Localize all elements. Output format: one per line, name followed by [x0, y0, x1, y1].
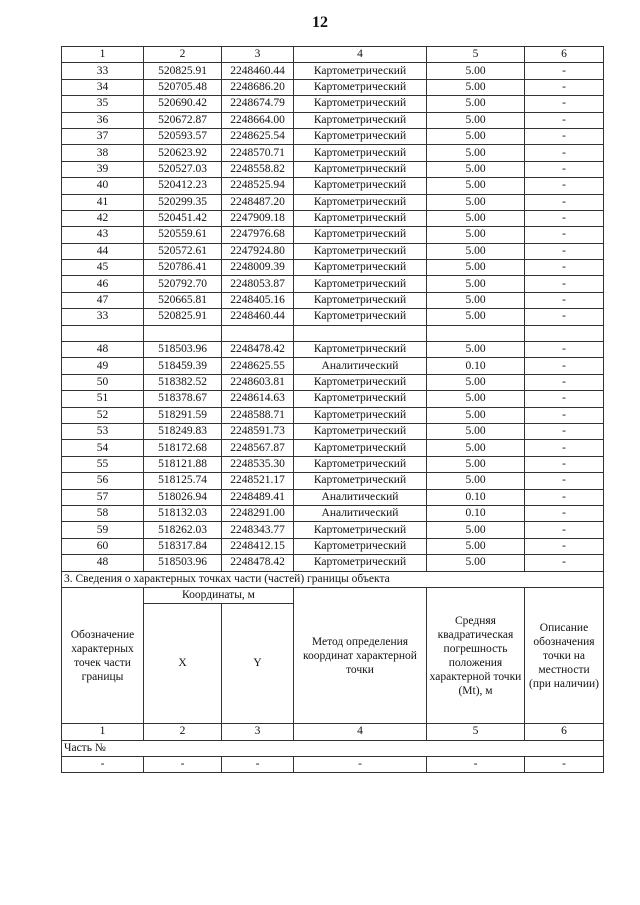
table-cell: -	[525, 342, 604, 358]
table-cell: 45	[62, 260, 144, 276]
table-cell: 2248343.77	[222, 522, 294, 538]
column-number: 5	[427, 724, 525, 740]
column-number: 4	[294, 724, 427, 740]
table-cell: -	[525, 128, 604, 144]
table-cell: 50	[62, 374, 144, 390]
table-cell: Аналитический	[294, 358, 427, 374]
table-cell: 39	[62, 161, 144, 177]
table-cell: 5.00	[427, 374, 525, 390]
table-cell: -	[144, 757, 222, 773]
table-cell: 36	[62, 112, 144, 128]
table-cell: 44	[62, 243, 144, 259]
table-row	[62, 538, 604, 554]
table-cell: -	[525, 423, 604, 439]
section-title: 3. Сведения о характерных точках части (частей) границы объекта	[62, 571, 604, 587]
table-row	[62, 112, 604, 128]
table-cell: 518378.67	[144, 391, 222, 407]
table-row	[62, 358, 604, 374]
table-row	[62, 456, 604, 472]
table-cell: 520412.23	[144, 178, 222, 194]
table-cell: Картометрический	[294, 96, 427, 112]
table-row	[62, 96, 604, 112]
table-cell: Картометрический	[294, 456, 427, 472]
table-cell: 35	[62, 96, 144, 112]
table-cell: 5.00	[427, 145, 525, 161]
table-cell: 5.00	[427, 128, 525, 144]
table-row	[62, 473, 604, 489]
table-cell: 518172.68	[144, 440, 222, 456]
table-cell: -	[525, 112, 604, 128]
table-row	[62, 194, 604, 210]
header-x: X	[144, 604, 222, 724]
table-cell: 520690.42	[144, 96, 222, 112]
table-cell: 47	[62, 292, 144, 308]
table-cell: 49	[62, 358, 144, 374]
table-cell: 520623.92	[144, 145, 222, 161]
table-cell: 5.00	[427, 79, 525, 95]
table-cell: 40	[62, 178, 144, 194]
table-cell: -	[525, 63, 604, 79]
table-cell: 2248489.41	[222, 489, 294, 505]
table-cell: Аналитический	[294, 489, 427, 505]
column-number: 4	[294, 47, 427, 63]
table-cell: Картометрический	[294, 309, 427, 325]
table-cell: 5.00	[427, 63, 525, 79]
table-cell: 58	[62, 505, 144, 521]
table-cell: 42	[62, 210, 144, 226]
table-cell: 38	[62, 145, 144, 161]
table-cell: -	[525, 440, 604, 456]
table-cell: 0.10	[427, 489, 525, 505]
table-cell: Картометрический	[294, 555, 427, 571]
table-cell: -	[525, 243, 604, 259]
table-cell: -	[427, 757, 525, 773]
table-cell: Картометрический	[294, 538, 427, 554]
column-number: 6	[525, 724, 604, 740]
table-row	[62, 505, 604, 521]
table-cell: 2248460.44	[222, 63, 294, 79]
table-cell: 5.00	[427, 178, 525, 194]
table-cell: 33	[62, 309, 144, 325]
table-row	[62, 555, 604, 571]
table-cell: 518459.39	[144, 358, 222, 374]
table-cell: 2247909.18	[222, 210, 294, 226]
table-cell: 51	[62, 391, 144, 407]
table-cell: Аналитический	[294, 505, 427, 521]
table-cell: 2248009.39	[222, 260, 294, 276]
table-row	[62, 423, 604, 439]
table-row	[62, 489, 604, 505]
table-cell: Картометрический	[294, 128, 427, 144]
table-cell: Картометрический	[294, 79, 427, 95]
table-cell: 5.00	[427, 194, 525, 210]
column-number: 3	[222, 47, 294, 63]
table-cell: -	[525, 260, 604, 276]
table-row	[62, 391, 604, 407]
table-cell: -	[294, 757, 427, 773]
table-cell: 518291.59	[144, 407, 222, 423]
table-cell: 2248591.73	[222, 423, 294, 439]
empty-cell	[222, 325, 294, 341]
table-cell: 2248588.71	[222, 407, 294, 423]
table-cell: 46	[62, 276, 144, 292]
table-cell: 2248478.42	[222, 342, 294, 358]
column-number: 2	[144, 47, 222, 63]
table-cell: 2248625.54	[222, 128, 294, 144]
table-cell: 2247924.80	[222, 243, 294, 259]
table-cell: -	[222, 757, 294, 773]
header-method: Метод определения координат характерной точки	[294, 587, 427, 723]
table-row	[62, 128, 604, 144]
table-row	[62, 79, 604, 95]
table-cell: -	[525, 374, 604, 390]
table-cell: 48	[62, 342, 144, 358]
table-cell: -	[525, 161, 604, 177]
table-cell: Картометрический	[294, 407, 427, 423]
table-cell: 52	[62, 407, 144, 423]
table-cell: 2248291.00	[222, 505, 294, 521]
table-row	[62, 440, 604, 456]
table-cell: -	[525, 757, 604, 773]
table-cell: -	[525, 473, 604, 489]
table-row	[62, 407, 604, 423]
table-cell: Картометрический	[294, 391, 427, 407]
table-cell: Картометрический	[294, 374, 427, 390]
table-cell: 520593.57	[144, 128, 222, 144]
table-cell: 520299.35	[144, 194, 222, 210]
table-cell: -	[525, 309, 604, 325]
table-cell: 5.00	[427, 538, 525, 554]
table-cell: 37	[62, 128, 144, 144]
header-y: Y	[222, 604, 294, 724]
table-cell: 518262.03	[144, 522, 222, 538]
table-row	[62, 276, 604, 292]
table-cell: 2248478.42	[222, 555, 294, 571]
table-cell: 518317.84	[144, 538, 222, 554]
table-row	[62, 342, 604, 358]
table-row	[62, 309, 604, 325]
table-cell: Картометрический	[294, 473, 427, 489]
table-cell: 520792.70	[144, 276, 222, 292]
table-cell: 518503.96	[144, 342, 222, 358]
table-cell: Картометрический	[294, 276, 427, 292]
table-cell: 0.10	[427, 358, 525, 374]
table-row	[62, 145, 604, 161]
table-cell: 520825.91	[144, 63, 222, 79]
table-row	[62, 210, 604, 226]
table-cell: 5.00	[427, 112, 525, 128]
table-cell: 43	[62, 227, 144, 243]
table-cell: 2248625.55	[222, 358, 294, 374]
table-cell: 0.10	[427, 505, 525, 521]
table-cell: 520665.81	[144, 292, 222, 308]
table-row	[62, 522, 604, 538]
table-cell: 5.00	[427, 407, 525, 423]
table-cell: -	[525, 227, 604, 243]
table-cell: Картометрический	[294, 440, 427, 456]
table-row	[62, 757, 604, 773]
table-cell: 520572.61	[144, 243, 222, 259]
table-cell: 5.00	[427, 440, 525, 456]
table-cell: 2248405.16	[222, 292, 294, 308]
table-row	[62, 227, 604, 243]
column-number-row	[62, 724, 604, 740]
table-cell: 2248674.79	[222, 96, 294, 112]
header-accuracy: Средняя квадратическая погрешность положения характерной точки (Mt), м	[427, 587, 525, 723]
table-cell: Картометрический	[294, 227, 427, 243]
table-cell: 5.00	[427, 522, 525, 538]
table-cell: 41	[62, 194, 144, 210]
table-cell: 2248525.94	[222, 178, 294, 194]
table-cell: -	[525, 456, 604, 472]
table-cell: 60	[62, 538, 144, 554]
empty-cell	[144, 325, 222, 341]
part-label: Часть №	[62, 740, 604, 756]
column-number-row	[62, 47, 604, 63]
header-point-designation: Обозначение характерных точек части границы	[62, 587, 144, 723]
table-cell: 34	[62, 79, 144, 95]
table-cell: 59	[62, 522, 144, 538]
table-cell: 2247976.68	[222, 227, 294, 243]
table-cell: 2248487.20	[222, 194, 294, 210]
table-cell: Картометрический	[294, 342, 427, 358]
table-cell: -	[525, 489, 604, 505]
table-cell: Картометрический	[294, 178, 427, 194]
header-description: Описание обозначения точки на местности (при наличии)	[525, 587, 604, 723]
section-header-row	[62, 587, 604, 603]
table-cell: 2248664.00	[222, 112, 294, 128]
table-cell: 518132.03	[144, 505, 222, 521]
table-cell: -	[525, 292, 604, 308]
table-cell: Картометрический	[294, 161, 427, 177]
column-number: 2	[144, 724, 222, 740]
table-cell: 5.00	[427, 292, 525, 308]
table-cell: Картометрический	[294, 210, 427, 226]
table-cell: 2248521.17	[222, 473, 294, 489]
table-cell: Картометрический	[294, 423, 427, 439]
table-cell: 33	[62, 63, 144, 79]
table-cell: -	[525, 538, 604, 554]
table-cell: 518026.94	[144, 489, 222, 505]
table-cell: 5.00	[427, 473, 525, 489]
table-cell: 518503.96	[144, 555, 222, 571]
table-cell: -	[525, 210, 604, 226]
table-cell: 2248558.82	[222, 161, 294, 177]
table-cell: 5.00	[427, 423, 525, 439]
table-cell: 5.00	[427, 456, 525, 472]
table-cell: 57	[62, 489, 144, 505]
table-cell: -	[525, 407, 604, 423]
table-cell: 5.00	[427, 96, 525, 112]
table-cell: 5.00	[427, 391, 525, 407]
table-row	[62, 63, 604, 79]
page-number: 12	[312, 14, 328, 31]
header-coordinates: Координаты, м	[144, 587, 294, 603]
table-cell: -	[62, 757, 144, 773]
table-cell: Картометрический	[294, 260, 427, 276]
table-cell: 520559.61	[144, 227, 222, 243]
table-row	[62, 374, 604, 390]
column-number: 1	[62, 724, 144, 740]
table-cell: -	[525, 178, 604, 194]
table-cell: 5.00	[427, 161, 525, 177]
table-cell: -	[525, 276, 604, 292]
table-cell: Картометрический	[294, 112, 427, 128]
column-number: 1	[62, 47, 144, 63]
table-cell: -	[525, 145, 604, 161]
table-cell: -	[525, 505, 604, 521]
table-cell: -	[525, 391, 604, 407]
table-cell: 2248053.87	[222, 276, 294, 292]
table-cell: 2248603.81	[222, 374, 294, 390]
table-cell: 2248614.63	[222, 391, 294, 407]
part-row	[62, 740, 604, 756]
table-cell: Картометрический	[294, 243, 427, 259]
empty-cell	[62, 325, 144, 341]
empty-cell	[427, 325, 525, 341]
table-row	[62, 292, 604, 308]
section-title-row	[62, 571, 604, 587]
table-cell: 5.00	[427, 342, 525, 358]
table-row	[62, 260, 604, 276]
table-cell: 518249.83	[144, 423, 222, 439]
table-cell: 48	[62, 555, 144, 571]
coordinates-table	[61, 46, 604, 773]
table-cell: 518121.88	[144, 456, 222, 472]
table-cell: -	[525, 555, 604, 571]
table-cell: 520825.91	[144, 309, 222, 325]
table-cell: 55	[62, 456, 144, 472]
table-cell: -	[525, 79, 604, 95]
table-cell: 5.00	[427, 555, 525, 571]
table-cell: -	[525, 194, 604, 210]
table-cell: 518125.74	[144, 473, 222, 489]
table-cell: 2248567.87	[222, 440, 294, 456]
table-cell: -	[525, 96, 604, 112]
table-cell: 5.00	[427, 227, 525, 243]
table-cell: 54	[62, 440, 144, 456]
empty-cell	[294, 325, 427, 341]
column-number: 5	[427, 47, 525, 63]
table-cell: 5.00	[427, 210, 525, 226]
table-cell: 520451.42	[144, 210, 222, 226]
table-cell: 5.00	[427, 260, 525, 276]
separator-row	[62, 325, 604, 341]
table-cell: Картометрический	[294, 292, 427, 308]
table-cell: 53	[62, 423, 144, 439]
table-cell: 2248412.15	[222, 538, 294, 554]
table-row	[62, 161, 604, 177]
table-cell: Картометрический	[294, 522, 427, 538]
table-cell: 2248686.20	[222, 79, 294, 95]
table-cell: 520786.41	[144, 260, 222, 276]
table-cell: 5.00	[427, 309, 525, 325]
table-cell: -	[525, 522, 604, 538]
table-cell: Картометрический	[294, 145, 427, 161]
table-row	[62, 243, 604, 259]
table-cell: 520672.87	[144, 112, 222, 128]
table-cell: -	[525, 358, 604, 374]
column-number: 6	[525, 47, 604, 63]
table-cell: 2248460.44	[222, 309, 294, 325]
table-cell: 520527.03	[144, 161, 222, 177]
table-cell: 2248535.30	[222, 456, 294, 472]
table-cell: 520705.48	[144, 79, 222, 95]
column-number: 3	[222, 724, 294, 740]
table-cell: Картометрический	[294, 194, 427, 210]
table-cell: 5.00	[427, 243, 525, 259]
table-cell: 56	[62, 473, 144, 489]
empty-cell	[525, 325, 604, 341]
table-row	[62, 178, 604, 194]
table-cell: 518382.52	[144, 374, 222, 390]
table-cell: 2248570.71	[222, 145, 294, 161]
table-cell: Картометрический	[294, 63, 427, 79]
table-cell: 5.00	[427, 276, 525, 292]
